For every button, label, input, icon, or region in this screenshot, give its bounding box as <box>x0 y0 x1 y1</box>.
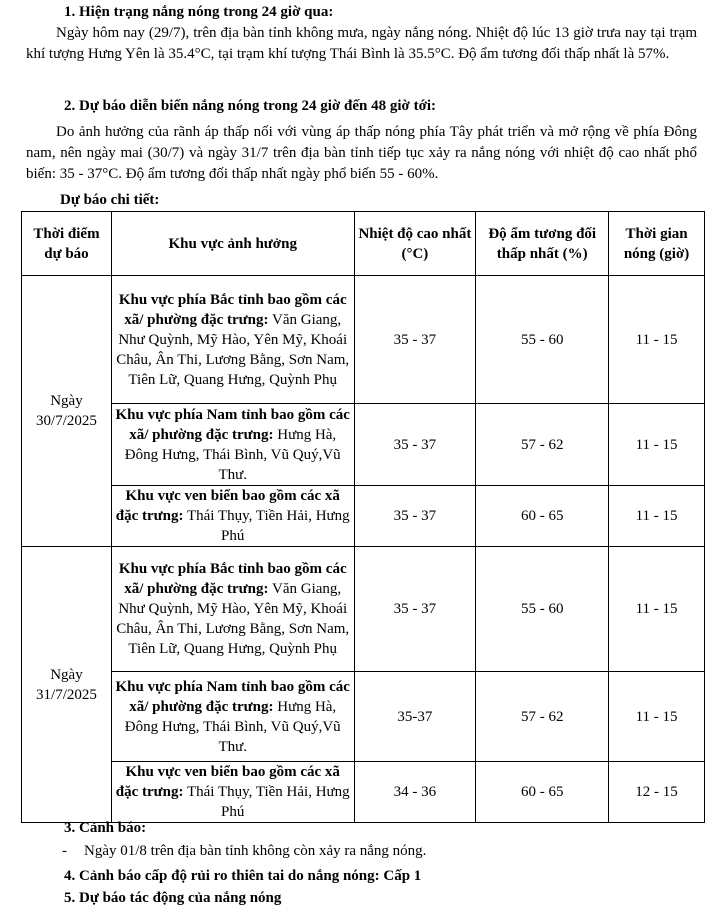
area-title: Khu vực phía Bắc tỉnh bao gồm các xã/ phường đặc trưng: <box>118 291 347 328</box>
area-communes: Văn Giang, Như Quỳnh, Mỹ Hào, Yên Mỹ, Khoái Châu, Ân Thi, Lương Bằng, Sơn Nam, Tiên Lữ, Quang Hưng, Quỳnh Phụ <box>116 581 350 657</box>
area-title: Khu vực phía Nam tỉnh bao gồm các xã/ phường đặc trưng: <box>115 678 350 715</box>
area-cell <box>111 762 354 823</box>
section-1-heading: 1. Hiện trạng nắng nóng trong 24 giờ qua: <box>64 4 334 20</box>
table-row <box>22 547 705 672</box>
area-cell <box>111 276 354 404</box>
area-communes: Hưng Hà, Đông Hưng, Thái Bình, Vũ Quý,Vũ Thư. <box>124 426 341 483</box>
temp-cell: 35 - 37 <box>354 276 476 404</box>
section-5-heading: 5. Dự báo tác động của nắng nóng <box>64 890 282 906</box>
humidity-cell: 60 - 65 <box>476 762 609 823</box>
hours-cell: 11 - 15 <box>609 276 705 404</box>
forecast-date: Ngày 31/7/2025 <box>22 547 112 823</box>
warning-bullet-text: Ngày 01/8 trên địa bàn tỉnh không còn xảy ra nắng nóng. <box>84 843 427 859</box>
area-cell <box>111 486 354 547</box>
header-area: Khu vực ảnh hưởng <box>111 212 354 276</box>
area-title: Khu vực phía Nam tỉnh bao gồm các xã/ phường đặc trưng: <box>115 406 350 443</box>
area-communes: Hưng Hà, Đông Hưng, Thái Bình, Vũ Quý,Vũ Thư. <box>124 698 341 755</box>
humidity-cell: 57 - 62 <box>476 404 609 486</box>
forecast-table <box>21 211 705 823</box>
temp-cell: 35 - 37 <box>354 486 476 547</box>
humidity-cell: 57 - 62 <box>476 672 609 762</box>
area-cell <box>111 404 354 486</box>
area-cell <box>111 672 354 762</box>
warning-bullet <box>62 841 426 862</box>
header-hours: Thời gian nóng (giờ) <box>609 212 705 276</box>
header-temp: Nhiệt độ cao nhất (°C) <box>354 212 476 276</box>
section-4-heading: 4. Cảnh báo cấp độ rủi ro thiên tai do nắng nóng: Cấp 1 <box>64 868 422 884</box>
table-row <box>22 672 705 762</box>
hours-cell: 12 - 15 <box>609 762 705 823</box>
hours-cell: 11 - 15 <box>609 486 705 547</box>
temp-cell: 35 - 37 <box>354 547 476 672</box>
humidity-cell: 60 - 65 <box>476 486 609 547</box>
temp-cell: 35 - 37 <box>354 404 476 486</box>
area-title: Khu vực ven biển bao gồm các xã đặc trưng: <box>115 764 340 800</box>
table-header-row <box>22 212 705 276</box>
temp-cell: 35-37 <box>354 672 476 762</box>
table-row <box>22 404 705 486</box>
forecast-date: Ngày 30/7/2025 <box>22 276 112 547</box>
area-title: Khu vực phía Bắc tỉnh bao gồm các xã/ phường đặc trưng: <box>118 561 347 597</box>
table-row <box>22 276 705 404</box>
area-title: Khu vực ven biển bao gồm các xã đặc trưng: <box>115 488 340 524</box>
section-1-paragraph: Ngày hôm nay (29/7), trên địa bàn tỉnh không mưa, ngày nắng nóng. Nhiệt độ lúc 13 giờ trưa nay tại trạm khí tượng Hưng Yên là 35.4°C, tại trạm khí tượng Thái Bình là 35.5°C. Độ ẩm tương đối thấp nhất là 57%. <box>26 25 697 62</box>
bullet-marker: - <box>62 843 67 859</box>
area-cell <box>111 547 354 672</box>
hours-cell: 11 - 15 <box>609 547 705 672</box>
area-communes: Thái Thụy, Tiền Hải, Hưng Phú <box>183 508 350 544</box>
section-3-heading: 3. Cảnh báo: <box>64 820 147 836</box>
table-row <box>22 762 705 823</box>
hours-cell: 11 - 15 <box>609 404 705 486</box>
section-2-heading: 2. Dự báo diễn biến nắng nóng trong 24 giờ đến 48 giờ tới: <box>64 98 437 114</box>
temp-cell: 34 - 36 <box>354 762 476 823</box>
humidity-cell: 55 - 60 <box>476 276 609 404</box>
humidity-cell: 55 - 60 <box>476 547 609 672</box>
hours-cell: 11 - 15 <box>609 672 705 762</box>
area-communes: Thái Thụy, Tiền Hải, Hưng Phú <box>183 784 350 820</box>
table-row <box>22 486 705 547</box>
section-2-paragraph: Do ảnh hưởng của rãnh áp thấp nối với vùng áp thấp nóng phía Tây phát triển và mở rộng về phía Đông nam, nên ngày mai (30/7) và ngày 31/7 trên địa bàn tỉnh tiếp tục xảy ra nắng nóng với nhiệt độ cao nhất phổ biến: 35 - 37°C. Độ ẩm tương đối thấp nhất ngày phổ biến 55 - 60%. <box>26 124 697 182</box>
header-humidity: Độ ẩm tương đối thấp nhất (%) <box>476 212 609 276</box>
area-communes: Văn Giang, Như Quỳnh, Mỹ Hào, Yên Mỹ, Khoái Châu, Ân Thi, Lương Bằng, Sơn Nam, Tiên Lữ, Quang Hưng, Quỳnh Phụ <box>116 311 350 388</box>
header-time: Thời điểm dự báo <box>22 212 112 276</box>
detailed-forecast-subheading: Dự báo chi tiết: <box>60 192 160 208</box>
